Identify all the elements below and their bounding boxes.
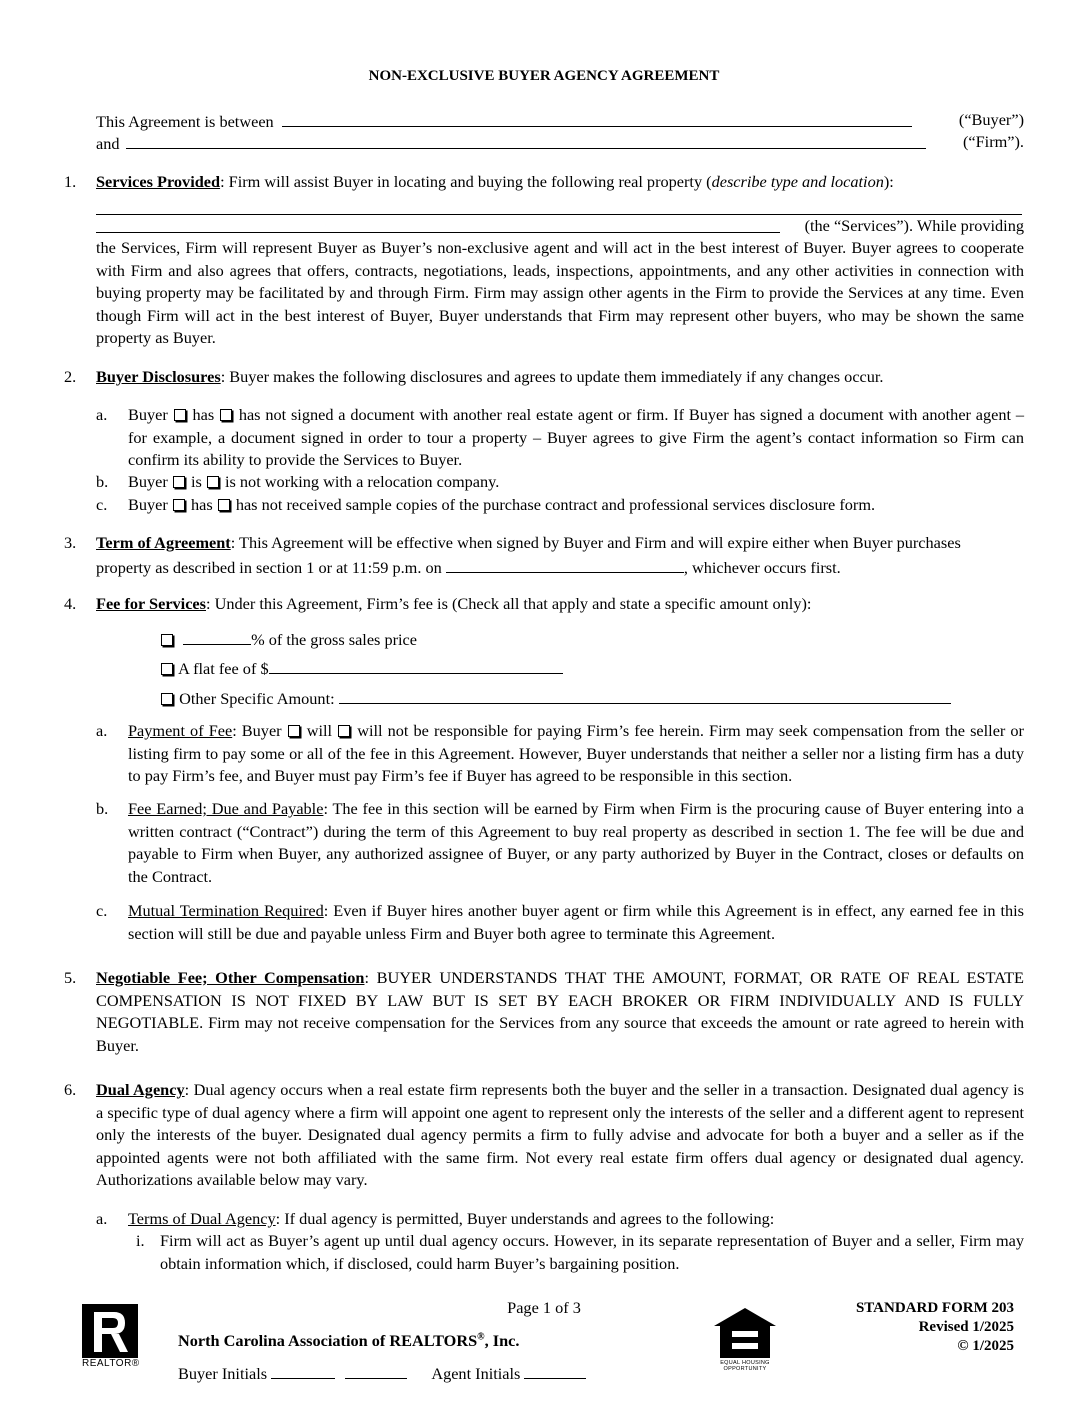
- item-label: a.: [96, 721, 108, 740]
- section-number: 5.: [64, 968, 77, 987]
- section-text: : BUYER UNDERSTANDS THAT THE AMOUNT, FORMAT, OR RATE OF REAL ESTATE COMPENSATION IS NOT FIXED BY LAW BUT IS SET BY EACH BROKER OR FIRM INDIVIDUALLY AND IS FULLY NEGOTIABLE. Firm may not receive compensation for the Services from any source that exceeds the amount or rate agreed to herein with Buyer.: [96, 968, 1024, 1055]
- page-number: Page 1 of 3: [507, 1298, 581, 1317]
- fee-option-label: % of the gross sales price: [251, 630, 418, 649]
- section-text: property as described in section 1 or at 11:59 p.m. on: [96, 558, 442, 577]
- item-text: Buyer: [128, 472, 168, 491]
- section-text: : Dual agency occurs when a real estate firm represents both the buyer and the seller in a transaction. Designated dual agency is a specific type of dual agency where a firm will appoint one agent to represent only the interests of the seller and a different agent to represent only the interests of the buyer. Designated dual agency permits a firm to fully advise and advocate for both a buyer and a seller as if the appointed agents were not both affiliated with the same firm. Not every real estate firm offers dual agency or designated dual agency. Authorizations available below may vary.: [96, 1080, 1024, 1189]
- item-text: has not signed a document with another real estate agent or firm. If Buyer has signed a document with another agent – for example, a document signed in order to tour a property – Buyer agrees to give Firm the agent’s contact information so Firm can confirm its ability to provide the Services to Buyer.: [128, 405, 1025, 469]
- registered-mark: ®: [477, 1331, 485, 1343]
- section-heading: Services Provided: [96, 172, 221, 191]
- property-description-field-2[interactable]: [96, 215, 780, 233]
- item-label: c.: [96, 495, 108, 514]
- property-description-field-1[interactable]: [96, 197, 1022, 215]
- parties-firm-line: [96, 131, 1024, 156]
- section-5-text: [96, 967, 1024, 1057]
- checkbox-will-pay[interactable]: [288, 725, 300, 737]
- payment-of-fee: [128, 720, 1024, 788]
- dual-agency-term-i: Firm will act as Buyer’s agent up until dual agency occurs. However, in its separate representation of Buyer and a seller, Firm may obtain information which, if disclosed, could harm Buyer’s bargaining position.: [160, 1231, 1024, 1273]
- checkbox-other-amount[interactable]: [161, 693, 173, 705]
- item-label: a.: [96, 1209, 108, 1228]
- section-heading: Buyer Disclosures: [96, 367, 221, 386]
- buyer-tag: (“Buyer”): [958, 110, 1024, 129]
- fee-earned: [128, 798, 1024, 888]
- item-text: Buyer: [128, 405, 168, 424]
- disclosure-a: [128, 404, 1024, 472]
- section-text: : Firm will assist Buyer in locating and buying the following real property (: [220, 172, 712, 191]
- item-label: i.: [136, 1231, 145, 1250]
- expiration-date-field[interactable]: [446, 555, 684, 573]
- item-heading: Terms of Dual Agency: [128, 1209, 276, 1228]
- section-number: 3.: [64, 533, 77, 552]
- parties-and: and: [96, 134, 120, 153]
- item-text: : Buyer: [232, 721, 282, 740]
- item-label: c.: [96, 901, 108, 920]
- equal-housing-logo: [712, 1306, 778, 1374]
- other-amount-field[interactable]: [339, 686, 951, 704]
- section-2-heading-line: [96, 366, 1024, 389]
- item-text: : If dual agency is permitted, Buyer understands and agrees to the following:: [275, 1209, 775, 1228]
- agent-initials-label: Agent Initials: [431, 1364, 521, 1383]
- section-text: ):: [883, 172, 894, 191]
- firm-name-field[interactable]: [126, 131, 926, 149]
- fee-option-flat: [160, 656, 563, 681]
- percent-field[interactable]: [183, 627, 251, 645]
- fee-option-percent: [160, 627, 417, 652]
- item-text: will not be responsible for paying Firm’s fee herein. Firm may seek compensation from the seller or listing firm to pay some or all of the fee in this Agreement. However, Buyer understands that neither a seller nor a listing firm has a duty to pay Firm’s fee, and Buyer must pay Firm’s fee if Buyer has agreed to be responsible in this section.: [128, 721, 1024, 785]
- item-label: b.: [96, 799, 109, 818]
- item-label: a.: [96, 405, 108, 424]
- checkbox-has-signed[interactable]: [174, 409, 186, 421]
- form-info: [780, 1299, 1014, 1356]
- section-text: , whichever occurs first.: [683, 558, 841, 577]
- checkbox-is-not-relocation[interactable]: [207, 476, 219, 488]
- section-number: 6.: [64, 1080, 77, 1099]
- checkbox-is-relocation[interactable]: [173, 476, 185, 488]
- section-heading: Term of Agreement: [96, 533, 231, 552]
- checkbox-has-not-received[interactable]: [218, 499, 230, 511]
- section-4-heading-line: [96, 593, 1024, 616]
- form-revised: Revised 1/2025: [918, 1319, 1014, 1335]
- item-text: has not received sample copies of the purchase contract and professional services disclosure form.: [235, 495, 876, 514]
- item-text: : Even if Buyer hires another buyer agent or firm while this Agreement is in effect, any earned fee in this section will still be due and payable unless Firm and Buyer both agree to terminate this Agreement.: [128, 901, 1024, 943]
- section-number: 1.: [64, 172, 77, 191]
- disclosure-b: [128, 471, 1024, 494]
- parties-buyer-line: [96, 109, 1024, 134]
- checkbox-has-received[interactable]: [173, 499, 185, 511]
- association-text: North Carolina Association of REALTORS: [178, 1331, 478, 1350]
- item-heading: Mutual Termination Required: [128, 901, 324, 920]
- checkbox-will-not-pay[interactable]: [338, 725, 350, 737]
- association-text: , Inc.: [484, 1331, 520, 1350]
- section-3-date-line: [96, 555, 841, 580]
- buyer-initials-label: Buyer Initials: [178, 1364, 268, 1383]
- parties-intro: This Agreement is between: [96, 112, 274, 131]
- item-text: is: [190, 472, 202, 491]
- section-number: 4.: [64, 594, 77, 613]
- section-heading: Negotiable Fee; Other Compensation: [96, 968, 365, 987]
- section-1-heading-line: [96, 171, 1024, 194]
- section-text: : This Agreement will be effective when signed by Buyer and Firm and will expire either when Buyer purchases: [230, 533, 961, 552]
- fee-option-other: [160, 686, 951, 711]
- agent-initials-field[interactable]: [524, 1361, 586, 1379]
- section-1-body: the Services, Firm will represent Buyer as Buyer’s non-exclusive agent and will act in the best interest of Buyer. Buyer agrees to cooperate with Firm and also agrees that offers, contracts, negotiations, leads, inspections, appointments, and any other activities in connection with buying property may be facilitated by and through Firm. Firm may assign other agents in the Firm to provide the Services at any time. Even though Firm will act in the best interest of Buyer, Buyer understands that Firm may represent other buyers, who may be shown the same property as Buyer.: [96, 238, 1024, 347]
- realtor-logo-text: REALTOR®: [82, 1358, 140, 1369]
- buyer-initials-field-1[interactable]: [271, 1361, 335, 1379]
- item-label: b.: [96, 472, 109, 491]
- item-heading: Payment of Fee: [128, 721, 233, 740]
- fee-option-label: A flat fee of $: [178, 659, 269, 678]
- association-name: [178, 1330, 519, 1353]
- flat-fee-field[interactable]: [269, 656, 563, 674]
- document-title: NON-EXCLUSIVE BUYER AGENCY AGREEMENT: [368, 68, 720, 84]
- services-line: [96, 215, 1024, 240]
- equal-housing-text: EQUAL HOUSING OPPORTUNITY: [720, 1360, 770, 1372]
- section-heading: Dual Agency: [96, 1080, 185, 1099]
- firm-tag: (“Firm”).: [962, 132, 1024, 151]
- section-number: 2.: [64, 367, 77, 386]
- section-italic: describe type and location: [711, 172, 884, 191]
- section-6-text: [96, 1079, 1024, 1192]
- mutual-termination: [128, 900, 1024, 945]
- checkbox-has-not-signed[interactable]: [220, 409, 232, 421]
- terms-of-dual-agency: [128, 1208, 1024, 1231]
- checkbox-flat-fee[interactable]: [161, 663, 173, 675]
- section-heading: Fee for Services: [96, 594, 206, 613]
- section-3-text: [96, 532, 1024, 555]
- buyer-initials-field-2[interactable]: [345, 1361, 407, 1379]
- form-number: STANDARD FORM 203: [855, 1300, 1014, 1316]
- services-tag: (the “Services”). While providing: [804, 216, 1024, 235]
- item-text: is not working with a relocation company.: [224, 472, 500, 491]
- item-text: : The fee in this section will be earned by Firm when Firm is the procuring cause of Buyer entering into a written contract (“Contract”) during the term of this Agreement to buy real property as described in section 1. The fee will be due and payable to Firm when Buyer, any authorized assignee of Buyer, or any party authorized by Buyer in the Contract, closes or defaults on the Contract.: [128, 799, 1024, 886]
- item-text: has: [190, 495, 213, 514]
- initials-line: [178, 1361, 586, 1386]
- item-text: Buyer: [128, 495, 168, 514]
- item-heading: Fee Earned; Due and Payable: [128, 799, 324, 818]
- item-text: will: [306, 721, 333, 740]
- form-copyright: © 1/2025: [957, 1338, 1014, 1354]
- disclosure-c: [128, 494, 1024, 517]
- checkbox-percent-fee[interactable]: [161, 634, 173, 646]
- buyer-name-field[interactable]: [282, 109, 912, 127]
- fee-option-label: Other Specific Amount:: [179, 689, 335, 708]
- section-text: : Under this Agreement, Firm’s fee is (Check all that apply and state a specific amount only):: [206, 594, 812, 613]
- section-text: : Buyer makes the following disclosures and agrees to update them immediately if any changes occur.: [220, 367, 884, 386]
- item-text: has: [192, 405, 215, 424]
